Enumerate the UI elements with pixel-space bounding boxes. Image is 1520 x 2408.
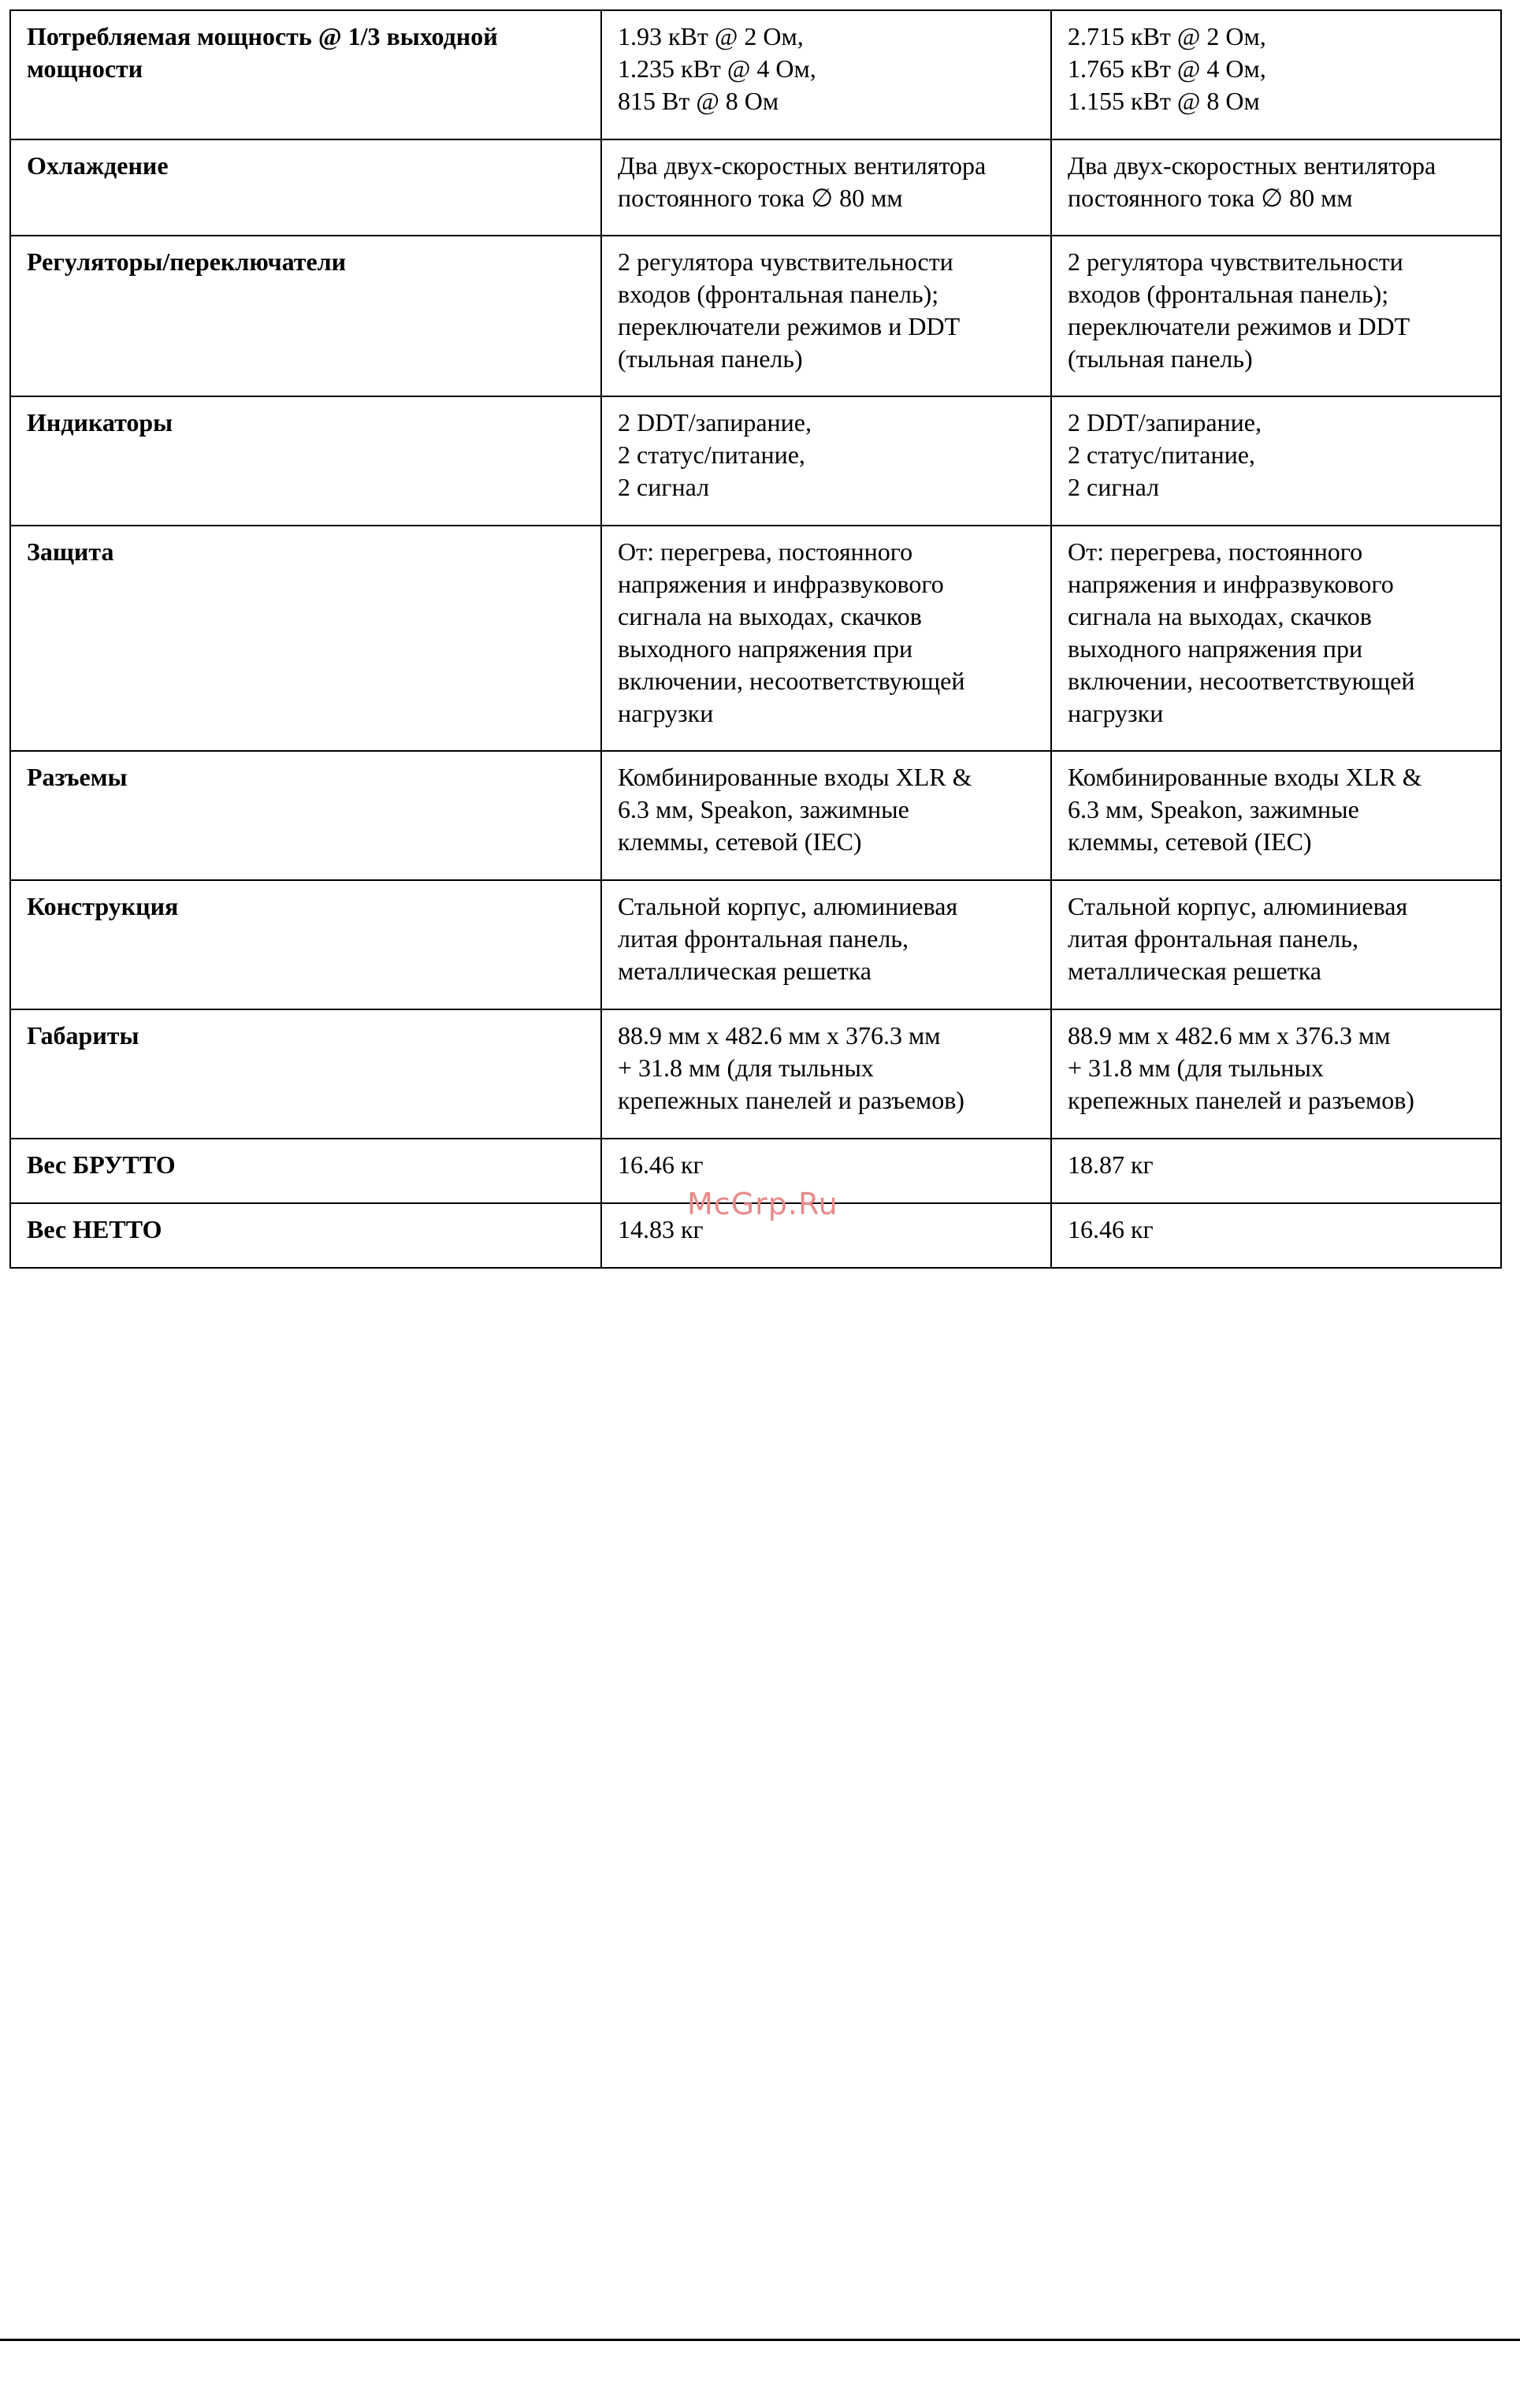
row-indicators xyxy=(10,396,1501,526)
value-line: литая фронтальная панель, xyxy=(618,924,909,953)
row-dimensions xyxy=(10,1009,1501,1139)
row-label xyxy=(10,10,601,139)
spec-table-body xyxy=(10,10,1501,1268)
value-line: 2 сигнал xyxy=(618,473,710,501)
value-line: 88.9 мм x 482.6 мм x 376.3 мм xyxy=(618,1021,941,1050)
value-line: включении, несоответствующей xyxy=(1068,667,1415,695)
row-connectors xyxy=(10,751,1501,880)
row-cooling xyxy=(10,139,1501,236)
value-line: выходного напряжения при xyxy=(1068,634,1363,663)
value-line: постоянного тока ∅ 80 мм xyxy=(1068,184,1353,212)
row-label-line: Потребляемая мощность @ 1/3 выходной xyxy=(27,22,498,50)
row-label xyxy=(10,880,601,1009)
model-2-value xyxy=(1051,139,1501,236)
value-line: входов (фронтальная панель); xyxy=(1068,280,1389,308)
value-line: постоянного тока ∅ 80 мм xyxy=(618,184,903,212)
value-line: От: перегрева, постоянного xyxy=(618,537,913,566)
model-1-value xyxy=(601,10,1051,139)
model-2-value xyxy=(1051,751,1501,880)
watermark: McGrp.Ru xyxy=(687,1187,838,1221)
row-label xyxy=(10,139,601,236)
value-line: + 31.8 мм (для тыльных xyxy=(618,1054,874,1082)
model-2-value xyxy=(1051,1203,1501,1268)
model-2-value xyxy=(1051,10,1501,139)
model-1-value xyxy=(601,751,1051,880)
value-line: выходного напряжения при xyxy=(618,634,913,663)
row-controls xyxy=(10,236,1501,396)
row-label-line: Габариты xyxy=(27,1021,139,1050)
row-label-line: Индикаторы xyxy=(27,408,173,437)
value-line: 14.83 кг xyxy=(618,1215,704,1243)
value-line: 2 статус/питание, xyxy=(1068,440,1255,469)
row-label xyxy=(10,396,601,526)
value-line: 6.3 мм, Speakon, зажимные xyxy=(1068,795,1359,823)
value-line: нагрузки xyxy=(1068,699,1164,727)
value-line: 18.87 кг xyxy=(1068,1150,1154,1179)
footer-rule xyxy=(0,2339,1520,2341)
model-2-value xyxy=(1051,236,1501,396)
value-line: Стальной корпус, алюминиевая xyxy=(618,892,958,920)
value-line: переключатели режимов и DDT xyxy=(1068,312,1410,340)
row-label xyxy=(10,236,601,396)
row-power-consumption xyxy=(10,10,1501,139)
value-line: 2 сигнал xyxy=(1068,473,1160,501)
value-line: + 31.8 мм (для тыльных xyxy=(1068,1054,1324,1082)
row-label xyxy=(10,751,601,880)
value-line: Стальной корпус, алюминиевая xyxy=(1068,892,1408,920)
value-line: Два двух-скоростных вентилятора xyxy=(1068,151,1436,180)
value-line: клеммы, сетевой (IEC) xyxy=(618,827,862,856)
value-line: 2 регулятора чувствительности xyxy=(618,247,953,276)
row-label xyxy=(10,1203,601,1268)
row-label xyxy=(10,1139,601,1203)
value-line: клеммы, сетевой (IEC) xyxy=(1068,827,1312,856)
value-line: 1.765 кВт @ 4 Ом, xyxy=(1068,54,1266,83)
row-label-line: Охлаждение xyxy=(27,151,169,180)
value-line: металлическая решетка xyxy=(1068,957,1321,985)
row-label-line: Защита xyxy=(27,537,114,566)
model-1-value xyxy=(601,236,1051,396)
value-line: 88.9 мм x 482.6 мм x 376.3 мм xyxy=(1068,1021,1391,1050)
row-label xyxy=(10,526,601,751)
row-label-line: Вес НЕТТО xyxy=(27,1215,162,1243)
row-label-line: мощности xyxy=(27,54,143,83)
value-line: 1.155 кВт @ 8 Ом xyxy=(1068,87,1260,115)
value-line: 16.46 кг xyxy=(1068,1215,1154,1243)
model-2-value xyxy=(1051,1139,1501,1203)
row-label xyxy=(10,1009,601,1139)
value-line: напряжения и инфразвукового xyxy=(1068,570,1394,598)
value-line: Комбинированные входы XLR & xyxy=(618,763,972,791)
model-1-value xyxy=(601,526,1051,751)
value-line: 6.3 мм, Speakon, зажимные xyxy=(618,795,909,823)
value-line: 2 регулятора чувствительности xyxy=(1068,247,1403,276)
value-line: крепежных панелей и разъемов) xyxy=(1068,1086,1414,1114)
model-1-value xyxy=(601,1009,1051,1139)
value-line: (тыльная панель) xyxy=(618,344,803,373)
model-1-value xyxy=(601,139,1051,236)
value-line: От: перегрева, постоянного xyxy=(1068,537,1363,566)
model-1-value xyxy=(601,880,1051,1009)
row-protection xyxy=(10,526,1501,751)
row-construction xyxy=(10,880,1501,1009)
row-label-line: Конструкция xyxy=(27,892,179,920)
value-line: 2.715 кВт @ 2 Ом, xyxy=(1068,22,1266,50)
value-line: напряжения и инфразвукового xyxy=(618,570,944,598)
model-2-value xyxy=(1051,396,1501,526)
value-line: 2 статус/питание, xyxy=(618,440,805,469)
value-line: Комбинированные входы XLR & xyxy=(1068,763,1422,791)
value-line: включении, несоответствующей xyxy=(618,667,965,695)
spec-table xyxy=(9,9,1502,1269)
value-line: 815 Вт @ 8 Ом xyxy=(618,87,779,115)
row-label-line: Разъемы xyxy=(27,763,128,791)
value-line: (тыльная панель) xyxy=(1068,344,1253,373)
row-label-line: Вес БРУТТО xyxy=(27,1150,176,1179)
value-line: литая фронтальная панель, xyxy=(1068,924,1358,953)
value-line: сигнала на выходах, скачков xyxy=(1068,602,1372,630)
model-2-value xyxy=(1051,1009,1501,1139)
value-line: входов (фронтальная панель); xyxy=(618,280,939,308)
value-line: 1.93 кВт @ 2 Ом, xyxy=(618,22,804,50)
value-line: 2 DDT/запирание, xyxy=(1068,408,1262,437)
value-line: сигнала на выходах, скачков xyxy=(618,602,922,630)
model-2-value xyxy=(1051,880,1501,1009)
value-line: крепежных панелей и разъемов) xyxy=(618,1086,964,1114)
value-line: нагрузки xyxy=(618,699,714,727)
value-line: металлическая решетка xyxy=(618,957,871,985)
value-line: переключатели режимов и DDT xyxy=(618,312,961,340)
value-line: Два двух-скоростных вентилятора xyxy=(618,151,987,180)
model-1-value xyxy=(601,396,1051,526)
value-line: 1.235 кВт @ 4 Ом, xyxy=(618,54,816,83)
row-label-line: Регуляторы/переключатели xyxy=(27,247,347,276)
value-line: 16.46 кг xyxy=(618,1150,704,1179)
value-line: 2 DDT/запирание, xyxy=(618,408,812,437)
model-2-value xyxy=(1051,526,1501,751)
